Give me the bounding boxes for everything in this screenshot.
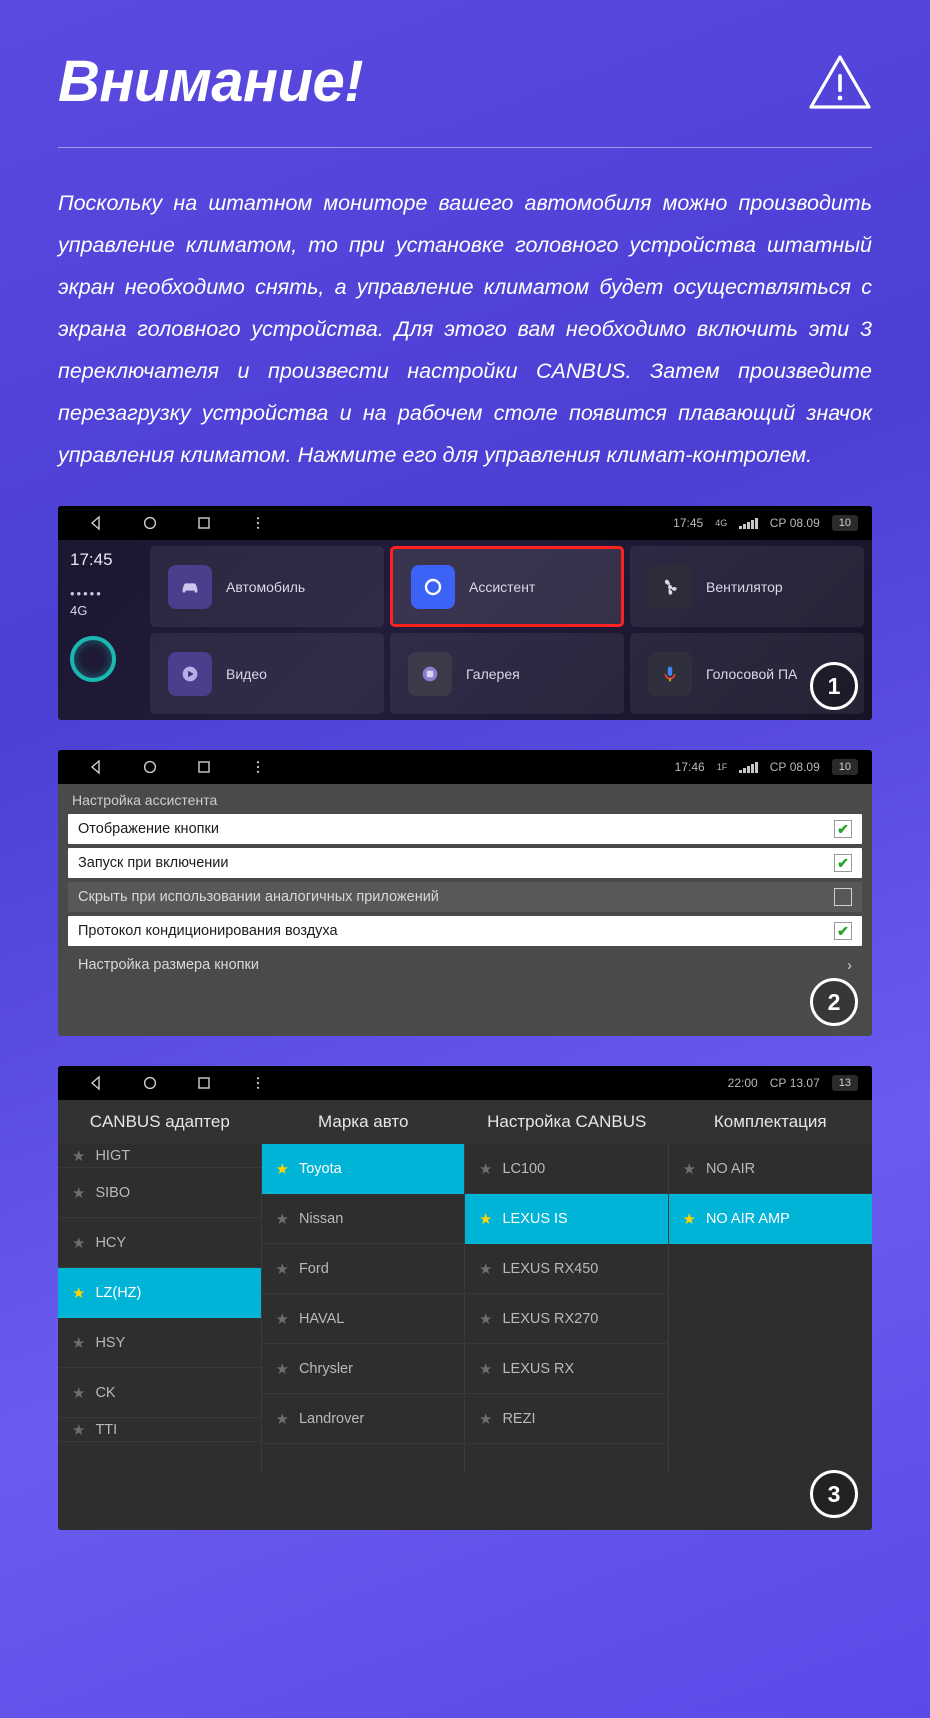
item-label: Landrover (298, 1410, 365, 1427)
list-item[interactable] (262, 1394, 465, 1444)
list-item[interactable] (465, 1244, 668, 1294)
header (58, 0, 872, 115)
screenshot-canbus-settings (58, 1066, 872, 1530)
star-icon: ★ (682, 1210, 696, 1228)
list-item[interactable] (58, 1168, 261, 1218)
item-label: LC100 (502, 1160, 546, 1177)
list-item[interactable] (262, 1244, 465, 1294)
list-item[interactable] (465, 1144, 668, 1194)
status-time: 22:00 (727, 1076, 758, 1090)
statusbar-right-1 (673, 515, 858, 531)
column-brand (262, 1144, 466, 1474)
more-menu-icon[interactable] (250, 1075, 266, 1091)
star-icon: ★ (479, 1260, 493, 1278)
launcher-body (58, 540, 872, 720)
star-icon: ★ (72, 1234, 86, 1252)
list-item[interactable] (465, 1394, 668, 1444)
column-canbus (465, 1144, 669, 1474)
step-badge-1: 1 (810, 662, 858, 710)
row-label: Скрыть при использовании аналогичных приложений (78, 889, 439, 905)
step-badge-3: 3 (810, 1470, 858, 1518)
statusbar-right-2 (675, 759, 858, 775)
tile-gallery[interactable] (390, 633, 624, 714)
canbus-columns (58, 1144, 872, 1474)
checkbox-autostart[interactable]: ✔ (834, 854, 852, 872)
tile-car[interactable] (150, 546, 384, 627)
item-label: HIGT (95, 1147, 131, 1164)
row-label: Отображение кнопки (78, 821, 219, 837)
launcher-network: 4G (70, 603, 88, 618)
warning-triangle-icon (808, 52, 872, 112)
list-item[interactable] (262, 1344, 465, 1394)
list-item[interactable] (58, 1418, 261, 1442)
back-icon[interactable] (88, 515, 104, 531)
more-menu-icon[interactable] (250, 515, 266, 531)
star-icon: ★ (479, 1410, 493, 1428)
item-label: SIBO (95, 1184, 131, 1201)
header-brand: Марка авто (318, 1112, 409, 1131)
page-title: Внимание! (58, 49, 364, 114)
canbus-column-headers (58, 1100, 872, 1144)
list-item-selected[interactable] (669, 1194, 873, 1244)
list-item[interactable] (58, 1144, 261, 1168)
home-icon[interactable] (142, 759, 158, 775)
item-label: NO AIR AMP (705, 1210, 790, 1227)
list-item[interactable] (465, 1294, 668, 1344)
assistant-icon (411, 565, 455, 609)
star-icon: ★ (72, 1284, 86, 1302)
video-play-icon (168, 652, 212, 696)
microphone-icon (648, 652, 692, 696)
car-icon (168, 565, 212, 609)
list-item-selected[interactable] (262, 1144, 465, 1194)
star-icon: ★ (275, 1160, 289, 1178)
list-item[interactable] (262, 1194, 465, 1244)
star-icon: ★ (72, 1147, 86, 1165)
star-icon: ★ (275, 1260, 289, 1278)
checkbox-show-button[interactable]: ✔ (834, 820, 852, 838)
home-icon[interactable] (142, 515, 158, 531)
recents-icon[interactable] (196, 759, 212, 775)
list-item[interactable] (262, 1294, 465, 1344)
statusbar-right-3 (728, 1075, 858, 1091)
settings-section-title: Настройка ассистента (58, 784, 872, 814)
launcher-ring-icon (70, 636, 116, 682)
setting-row-button-size[interactable] (68, 950, 862, 980)
star-icon: ★ (72, 1384, 86, 1402)
recents-icon[interactable] (196, 1075, 212, 1091)
item-label: LZ(HZ) (95, 1284, 142, 1301)
status-time: 17:45 (673, 516, 704, 530)
column-trim (669, 1144, 873, 1474)
row-label: Запуск при включении (78, 855, 229, 871)
status-date: СР 08.09 (769, 516, 820, 530)
star-icon: ★ (72, 1184, 86, 1202)
setting-row-show-button[interactable] (68, 814, 862, 844)
setting-row-ac-protocol[interactable] (68, 916, 862, 946)
list-item[interactable] (58, 1218, 261, 1268)
launcher-dots: ••••• (70, 586, 103, 601)
signal-bars-icon (739, 518, 758, 529)
tile-label: Голосовой ПА (706, 665, 798, 682)
item-label: TTI (95, 1421, 118, 1438)
star-icon: ★ (72, 1421, 86, 1439)
body-paragraph: Поскольку на штатном мониторе вашего автомобиля можно производить управление климатом, то при установке головного устройства штатный экран необходимо снять, а управление климатом будет осуществляться с экрана головного устройства. Для этого вам необходимо включить эти 3 переключателя и произвести настройки CANBUS. Затем произведите перезагрузку устройства и на рабочем столе появится плавающий значок управления климатом. Нажмите его для управления климат-контролем. (58, 191, 872, 467)
back-icon[interactable] (88, 759, 104, 775)
star-icon: ★ (72, 1334, 86, 1352)
status-date: СР 08.09 (769, 760, 820, 774)
statusbar-3 (58, 1066, 872, 1100)
volume-badge: 13 (832, 1075, 858, 1091)
launcher-tiles (150, 540, 872, 720)
setting-row-autostart[interactable] (68, 848, 862, 878)
star-icon: ★ (275, 1410, 289, 1428)
chevron-right-icon[interactable]: › (847, 956, 852, 974)
android-nav-bar-3[interactable] (72, 1075, 266, 1091)
tile-label: Галерея (466, 665, 520, 682)
back-icon[interactable] (88, 1075, 104, 1091)
list-item-selected[interactable] (465, 1194, 668, 1244)
volume-badge: 10 (832, 759, 858, 775)
star-icon: ★ (479, 1310, 493, 1328)
checkbox-ac-protocol[interactable]: ✔ (834, 922, 852, 940)
status-network: 1F (716, 762, 728, 772)
star-icon: ★ (682, 1160, 696, 1178)
item-label: REZI (502, 1410, 536, 1427)
setting-row-hide-similar[interactable] (68, 882, 862, 912)
item-label: LEXUS RX450 (502, 1260, 599, 1277)
star-icon: ★ (275, 1360, 289, 1378)
step-badge-2: 2 (810, 978, 858, 1026)
screenshot-assistant-settings (58, 750, 872, 1036)
star-icon: ★ (479, 1210, 493, 1228)
item-label: Nissan (298, 1210, 344, 1227)
star-icon: ★ (275, 1210, 289, 1228)
item-label: HCY (95, 1234, 127, 1251)
volume-badge: 10 (832, 515, 858, 531)
tile-fan[interactable] (630, 546, 864, 627)
item-label: LEXUS IS (502, 1210, 568, 1227)
statusbar-1 (58, 506, 872, 540)
header-adapter: CANBUS адаптер (89, 1112, 230, 1131)
signal-bars-icon (739, 762, 758, 773)
item-label: HSY (95, 1334, 126, 1351)
status-date: СР 13.07 (769, 1076, 820, 1090)
android-nav-bar-2[interactable] (72, 759, 266, 775)
status-time: 17:46 (674, 760, 705, 774)
column-adapter (58, 1144, 262, 1474)
home-icon[interactable] (142, 1075, 158, 1091)
header-divider (58, 147, 872, 148)
more-menu-icon[interactable] (250, 759, 266, 775)
fan-icon (648, 565, 692, 609)
tile-assistant[interactable] (390, 546, 624, 627)
item-label: Ford (298, 1260, 329, 1277)
android-nav-bar[interactable] (72, 515, 266, 531)
item-label: CK (95, 1384, 116, 1401)
status-network: 4G (715, 518, 728, 528)
item-label: NO AIR (705, 1160, 756, 1177)
star-icon: ★ (479, 1360, 493, 1378)
list-item-selected[interactable] (58, 1268, 261, 1318)
tile-label: Ассистент (469, 578, 536, 595)
gallery-icon (408, 652, 452, 696)
checkbox-hide-similar[interactable] (834, 888, 852, 906)
list-item[interactable] (58, 1318, 261, 1368)
tile-label: Вентилятор (706, 578, 783, 595)
star-icon: ★ (479, 1160, 493, 1178)
star-icon: ★ (275, 1310, 289, 1328)
item-label: LEXUS RX270 (502, 1310, 599, 1327)
list-item[interactable] (669, 1144, 873, 1194)
launcher-time: 17:45 (70, 550, 113, 569)
row-label: Протокол кондиционирования воздуха (78, 923, 338, 939)
list-item[interactable] (465, 1344, 668, 1394)
list-item[interactable] (58, 1368, 261, 1418)
statusbar-2 (58, 750, 872, 784)
screenshot-launcher (58, 506, 872, 720)
tile-label: Видео (226, 665, 267, 682)
item-label: Toyota (298, 1160, 342, 1177)
item-label: HAVAL (298, 1310, 345, 1327)
tile-video[interactable] (150, 633, 384, 714)
item-label: Chrysler (298, 1360, 353, 1377)
row-label: Настройка размера кнопки (78, 957, 259, 973)
launcher-left-panel (58, 540, 150, 720)
tile-label: Автомобиль (226, 578, 306, 595)
header-canbus: Настройка CANBUS (487, 1112, 647, 1131)
recents-icon[interactable] (196, 515, 212, 531)
item-label: LEXUS RX (502, 1360, 575, 1377)
header-trim: Комплектация (713, 1112, 827, 1131)
